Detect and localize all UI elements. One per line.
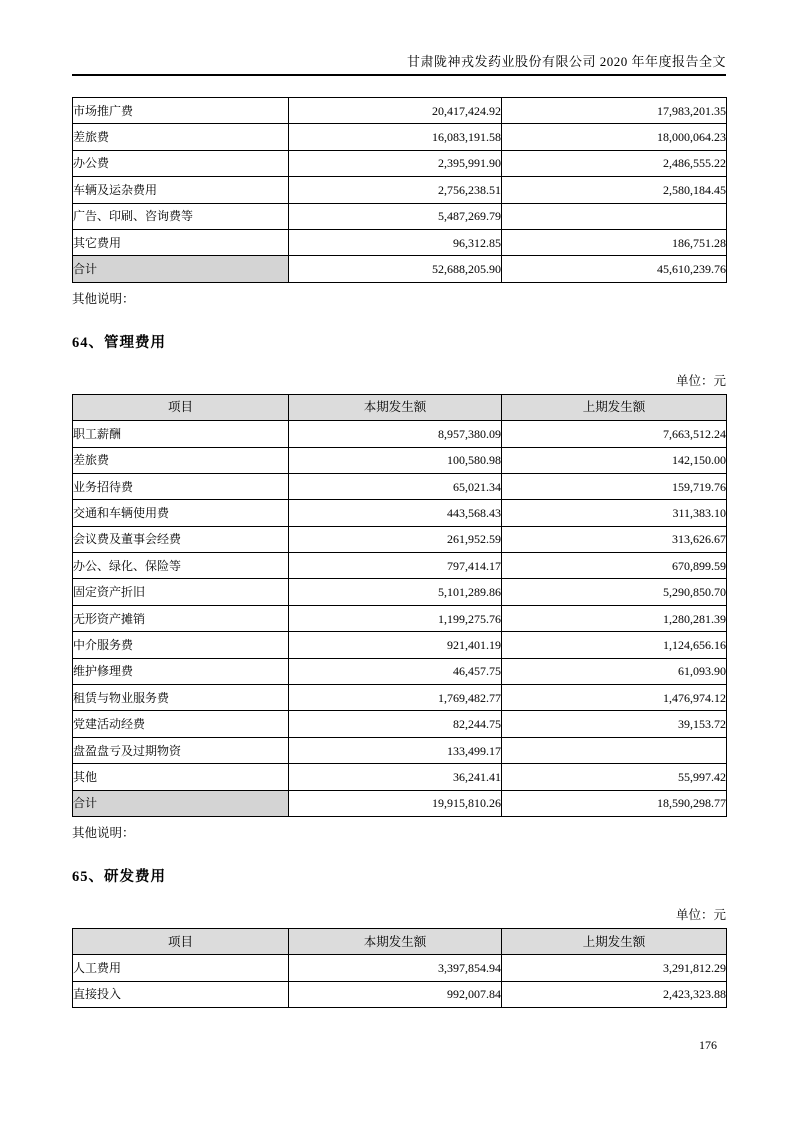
current-amount-cell: 133,499.17 [289,737,502,763]
prior-amount-cell: 5,290,850.70 [502,579,727,605]
section-title-65: 65、研发费用 [72,868,166,885]
prior-amount-cell: 2,423,323.88 [502,981,727,1007]
item-cell: 其它费用 [73,229,289,255]
unit-label: 单位：元 [675,373,726,388]
table-row [73,605,727,631]
prior-amount-cell: 1,280,281.39 [502,605,727,631]
table-row [73,981,727,1007]
prior-amount-cell: 670,899.59 [502,553,727,579]
current-amount-cell: 1,769,482.77 [289,685,502,711]
current-amount-cell: 16,083,191.58 [289,124,502,150]
prior-amount-cell: 1,124,656.16 [502,632,727,658]
prior-amount-cell [502,203,727,229]
current-amount-cell: 96,312.85 [289,229,502,255]
current-amount-cell: 992,007.84 [289,981,502,1007]
current-amount-cell: 20,417,424.92 [289,98,502,124]
table-row [73,447,727,473]
table-row [73,685,727,711]
table-row [73,737,727,763]
item-cell: 办公费 [73,150,289,176]
total-current-cell: 52,688,205.90 [289,256,502,282]
table-row [73,500,727,526]
table-row [73,955,727,981]
table-row [73,229,727,255]
item-cell: 差旅费 [73,124,289,150]
item-cell: 车辆及运杂费用 [73,177,289,203]
section-title-64: 64、管理费用 [72,334,166,351]
current-amount-cell: 36,241.41 [289,764,502,790]
prior-amount-cell: 17,983,201.35 [502,98,727,124]
total-label-cell: 合计 [73,790,289,816]
column-header-item: 项目 [73,394,289,420]
table-row [73,526,727,552]
current-amount-cell: 797,414.17 [289,553,502,579]
item-cell: 中介服务费 [73,632,289,658]
item-cell: 业务招待费 [73,473,289,499]
table-row [73,553,727,579]
prior-amount-cell: 18,000,064.23 [502,124,727,150]
prior-amount-cell: 311,383.10 [502,500,727,526]
total-prior-cell: 45,610,239.76 [502,256,727,282]
current-amount-cell: 5,101,289.86 [289,579,502,605]
current-amount-cell: 46,457.75 [289,658,502,684]
total-row [73,790,727,816]
current-amount-cell: 1,199,275.76 [289,605,502,631]
selling-expense-table [72,97,727,283]
table-row [73,632,727,658]
table-header-row [73,928,727,954]
other-note: 其他说明： [72,291,135,306]
total-current-cell: 19,915,810.26 [289,790,502,816]
table-row [73,658,727,684]
item-cell: 固定资产折旧 [73,579,289,605]
table-row [73,177,727,203]
item-cell: 会议费及董事会经费 [73,526,289,552]
table-row [73,764,727,790]
current-amount-cell: 2,395,991.90 [289,150,502,176]
other-note: 其他说明： [72,825,135,840]
table-row [73,124,727,150]
table-row [73,579,727,605]
prior-amount-cell: 313,626.67 [502,526,727,552]
column-header-prior: 上期发生额 [502,928,727,954]
admin-expense-table [72,394,727,817]
current-amount-cell: 8,957,380.09 [289,421,502,447]
prior-amount-cell: 1,476,974.12 [502,685,727,711]
prior-amount-cell: 55,997.42 [502,764,727,790]
current-amount-cell: 261,952.59 [289,526,502,552]
item-cell: 职工薪酬 [73,421,289,447]
column-header-current: 本期发生额 [289,394,502,420]
item-cell: 市场推广费 [73,98,289,124]
prior-amount-cell: 7,663,512.24 [502,421,727,447]
total-row [73,256,727,282]
item-cell: 盘盈盘亏及过期物资 [73,737,289,763]
total-prior-cell: 18,590,298.77 [502,790,727,816]
prior-amount-cell: 2,486,555.22 [502,150,727,176]
column-header-current: 本期发生额 [289,928,502,954]
item-cell: 交通和车辆使用费 [73,500,289,526]
table-row [73,711,727,737]
item-cell: 办公、绿化、保险等 [73,553,289,579]
column-header-prior: 上期发生额 [502,394,727,420]
prior-amount-cell: 39,153.72 [502,711,727,737]
item-cell: 维护修理费 [73,658,289,684]
item-cell: 人工费用 [73,955,289,981]
table-row [73,473,727,499]
table-row [73,421,727,447]
prior-amount-cell: 61,093.90 [502,658,727,684]
current-amount-cell: 2,756,238.51 [289,177,502,203]
current-amount-cell: 3,397,854.94 [289,955,502,981]
item-cell: 广告、印刷、咨询费等 [73,203,289,229]
current-amount-cell: 82,244.75 [289,711,502,737]
item-cell: 党建活动经费 [73,711,289,737]
item-cell: 差旅费 [73,447,289,473]
prior-amount-cell: 2,580,184.45 [502,177,727,203]
table-row [73,98,727,124]
item-cell: 直接投入 [73,981,289,1007]
current-amount-cell: 65,021.34 [289,473,502,499]
unit-label: 单位：元 [675,907,726,922]
current-amount-cell: 100,580.98 [289,447,502,473]
prior-amount-cell [502,737,727,763]
prior-amount-cell: 3,291,812.29 [502,955,727,981]
prior-amount-cell: 159,719.76 [502,473,727,499]
table-row [73,150,727,176]
column-header-item: 项目 [73,928,289,954]
total-label-cell: 合计 [73,256,289,282]
item-cell: 其他 [73,764,289,790]
item-cell: 租赁与物业服务费 [73,685,289,711]
report-header-title: 甘肃陇神戎发药业股份有限公司 2020 年年度报告全文 [72,53,726,76]
current-amount-cell: 921,401.19 [289,632,502,658]
item-cell: 无形资产摊销 [73,605,289,631]
table-row [73,203,727,229]
page-number: 176 [699,1038,717,1052]
table-header-row [73,394,727,420]
current-amount-cell: 5,487,269.79 [289,203,502,229]
prior-amount-cell: 142,150.00 [502,447,727,473]
current-amount-cell: 443,568.43 [289,500,502,526]
rd-expense-table [72,928,727,1008]
prior-amount-cell: 186,751.28 [502,229,727,255]
